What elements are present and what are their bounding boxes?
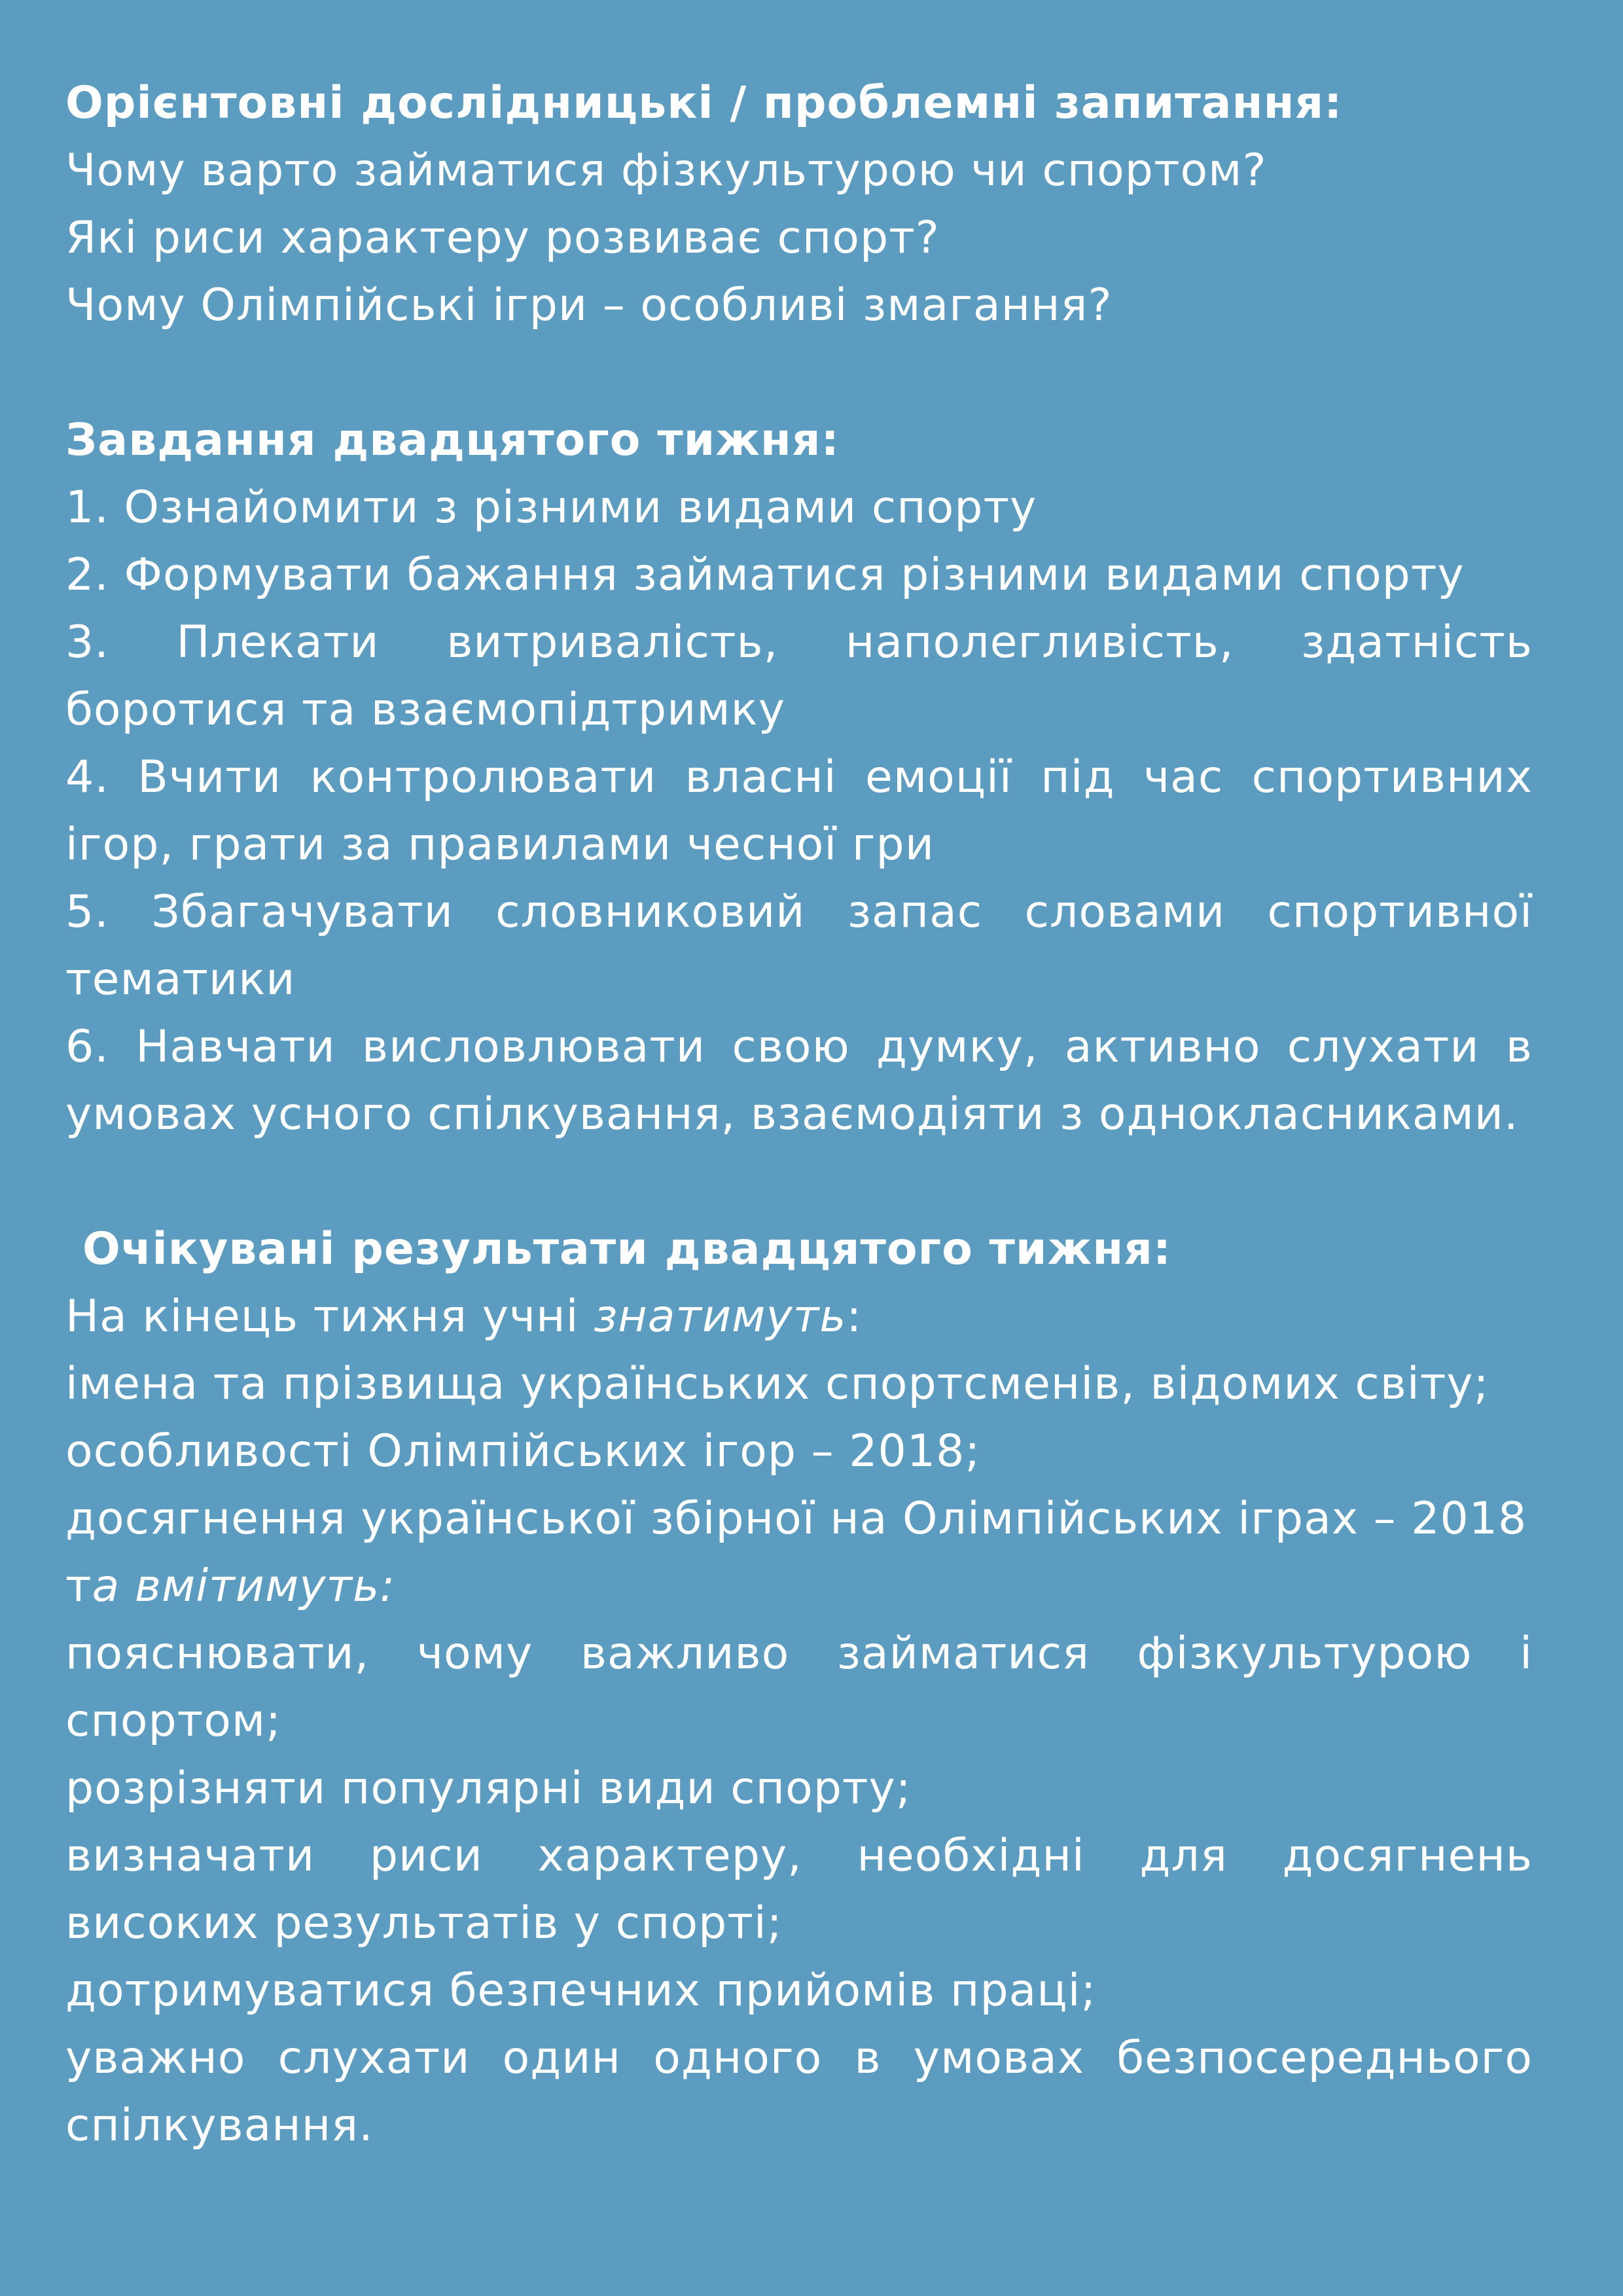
- can-intro-emphasis: а вмітимуть:: [92, 1560, 396, 1612]
- section-spacer: [65, 1148, 1533, 1215]
- tasks-section: [65, 406, 1533, 1148]
- questions-heading: Орієнтовні дослідницькі / проблемні запитання:: [65, 77, 1343, 129]
- know-item: імена та прізвища українських спортсменів, відомих світу;: [65, 1358, 1489, 1410]
- can-item: пояснювати, чому важливо займатися фізкультурою і спортом;: [65, 1628, 1533, 1747]
- task-item: 3. Плекати витривалість, наполегливість, здатність боротися та взаємопідтримку: [65, 617, 1533, 736]
- task-item: 2. Формувати бажання займатися різними видами спорту: [65, 549, 1465, 601]
- know-item: особливості Олімпійських ігор – 2018;: [65, 1426, 981, 1477]
- can-item: розрізняти популярні види спорту;: [65, 1763, 912, 1814]
- can-intro: [65, 1552, 1533, 1620]
- know-intro-emphasis: знатимуть: [594, 1291, 847, 1342]
- question-item: Чому Олімпійські ігри – особливі змагання?: [65, 279, 1113, 331]
- task-item: 4. Вчити контролювати власні емоції під час спортивних ігор, грати за правилами чесної гри: [65, 751, 1533, 870]
- task-item: 5. Збагачувати словниковий запас словами спортивної тематики: [65, 886, 1533, 1005]
- tasks-heading: Завдання двадцятого тижня:: [65, 414, 840, 466]
- task-item: 1. Ознайомити з різними видами спорту: [65, 482, 1037, 533]
- questions-section: [65, 69, 1533, 339]
- results-section: [65, 1215, 1533, 2159]
- know-intro: [65, 1283, 1533, 1350]
- know-item: досягнення української збірної на Олімпійських іграх – 2018: [65, 1493, 1527, 1545]
- question-item: Чому варто займатися фізкультурою чи спортом?: [65, 145, 1267, 196]
- can-item: дотримуватися безпечних прийомів праці;: [65, 1965, 1097, 2017]
- can-item: уважно слухати один одного в умовах безпосереднього спілкування.: [65, 2032, 1533, 2151]
- question-item: Які риси характеру розвиває спорт?: [65, 212, 940, 264]
- results-heading: Очікувані результати двадцятого тижня:: [82, 1223, 1172, 1275]
- can-intro-prefix: т: [65, 1560, 92, 1612]
- task-item: 6. Навчати висловлювати свою думку, активно слухати в умовах усного спілкування, взаємодіяти з однокласниками.: [65, 1021, 1533, 1140]
- can-item: визначати риси характеру, необхідні для досягнень високих результатів у спорті;: [65, 1830, 1533, 1949]
- section-spacer: [65, 339, 1533, 406]
- know-intro-prefix: На кінець тижня учні: [65, 1291, 594, 1342]
- know-intro-suffix: :: [846, 1291, 863, 1342]
